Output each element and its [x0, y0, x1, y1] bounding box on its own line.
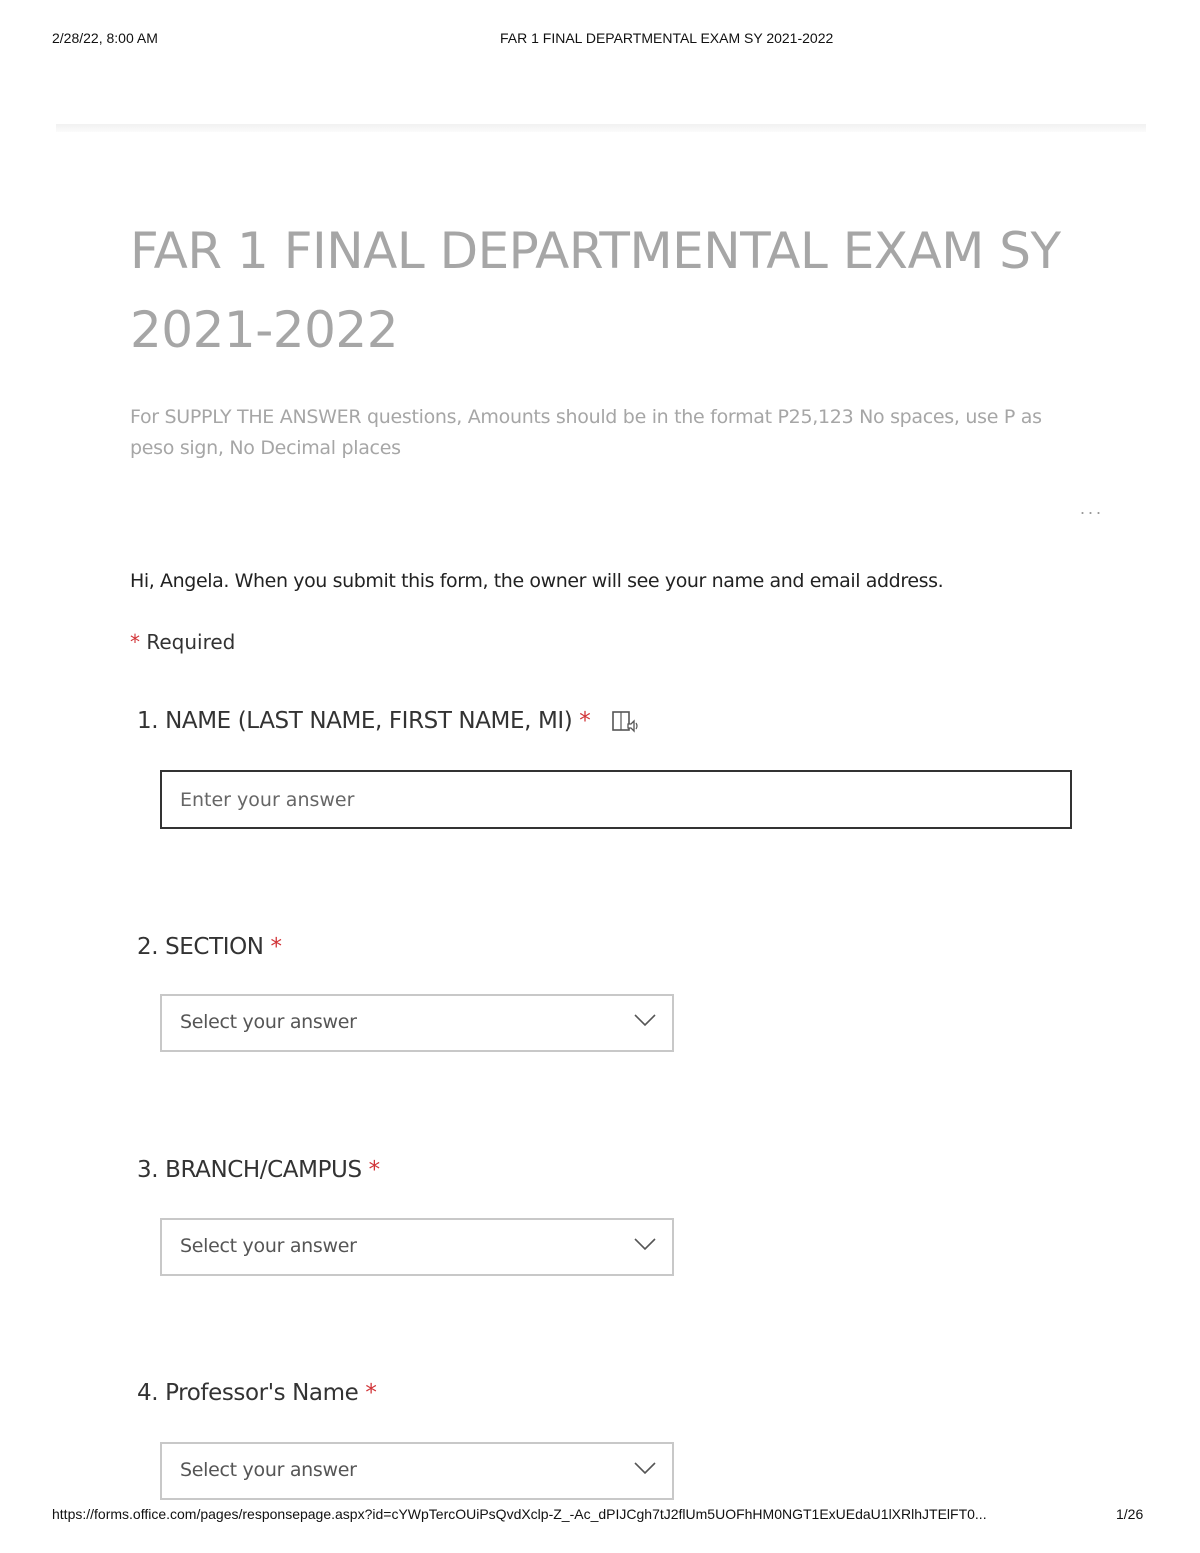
- form-title: FAR 1 FINAL DEPARTMENTAL EXAM SY 2021-2022: [130, 222, 1061, 359]
- print-header: [0, 30, 1200, 50]
- branch-campus-select[interactable]: [160, 1218, 674, 1276]
- question-2-title: [137, 934, 282, 960]
- question-4-title: [137, 1380, 376, 1406]
- select-placeholder: Select your answer: [180, 1235, 357, 1257]
- name-answer-input[interactable]: [160, 770, 1072, 829]
- required-star: *: [579, 708, 591, 734]
- required-star: *: [130, 630, 140, 654]
- question-label: BRANCH/CAMPUS: [165, 1157, 362, 1183]
- required-label: Required: [146, 630, 236, 654]
- select-placeholder: Select your answer: [180, 1459, 357, 1481]
- print-datetime: 2/28/22, 8:00 AM: [52, 30, 158, 46]
- question-3-title: [137, 1157, 380, 1183]
- form-header-bar: [56, 124, 1146, 132]
- required-note: [130, 630, 235, 654]
- select-placeholder: Select your answer: [180, 1011, 357, 1033]
- question-number: 2.: [137, 934, 159, 960]
- chevron-down-icon: [634, 1013, 656, 1027]
- submission-notice: Hi, Angela. When you submit this form, the owner will see your name and email address.: [130, 570, 944, 592]
- print-document-title: FAR 1 FINAL DEPARTMENTAL EXAM SY 2021-2022: [500, 30, 834, 46]
- question-label: NAME (LAST NAME, FIRST NAME, MI): [165, 708, 573, 734]
- immersive-reader-icon[interactable]: [611, 709, 639, 735]
- required-star: *: [365, 1380, 377, 1406]
- professor-name-select[interactable]: [160, 1442, 674, 1500]
- form-description: For SUPPLY THE ANSWER questions, Amounts should be in the format P25,123 No spaces, use P as peso sign, No Decimal places: [130, 406, 1042, 459]
- required-star: *: [270, 934, 282, 960]
- question-number: 1.: [137, 708, 159, 734]
- print-page-number: 1/26: [1116, 1506, 1144, 1522]
- print-footer: [0, 1506, 1200, 1526]
- question-number: 3.: [137, 1157, 159, 1183]
- question-number: 4.: [137, 1380, 159, 1406]
- print-url: https://forms.office.com/pages/responsepage.aspx?id=cYWpTercOUiPsQvdXclp-Z_-Ac_dPIJCgh7tJ2flUm5UOFhHM0NGT1ExUEdaU1lXRlhJTElFT0...: [52, 1506, 987, 1522]
- chevron-down-icon: [634, 1461, 656, 1475]
- section-select[interactable]: [160, 994, 674, 1052]
- more-options-button[interactable]: ...: [1080, 498, 1105, 518]
- question-label: Professor's Name: [165, 1380, 359, 1406]
- question-1-title: [137, 708, 639, 735]
- chevron-down-icon: [634, 1237, 656, 1251]
- question-label: SECTION: [165, 934, 264, 960]
- required-star: *: [368, 1157, 380, 1183]
